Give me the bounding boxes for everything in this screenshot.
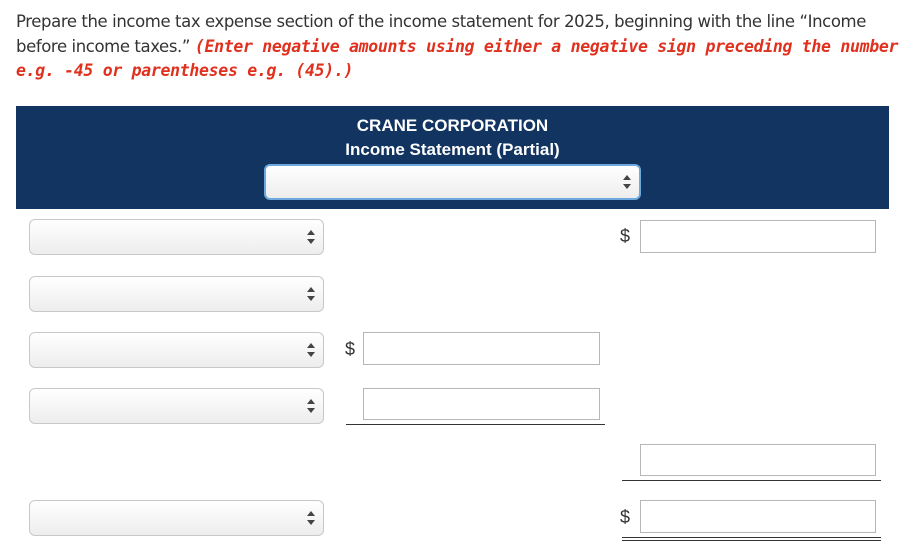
total-underline — [622, 480, 881, 481]
select-arrows-icon — [307, 511, 315, 525]
select-arrows-icon — [307, 343, 315, 357]
double-underline-top — [622, 537, 881, 538]
select-arrows-icon — [307, 287, 315, 301]
statement-title: Income Statement (Partial) — [345, 140, 560, 159]
subtotal-underline — [346, 424, 605, 425]
row-5-label-select[interactable] — [29, 500, 324, 536]
row-2-label-select[interactable] — [29, 276, 324, 312]
period-select[interactable] — [264, 164, 641, 200]
row-5-amount-input[interactable] — [640, 500, 876, 533]
double-underline-bottom — [622, 540, 881, 541]
instruction-note: (Enter negative amounts using either a negative sign preceding the number e.g. -45 or parentheses e.g. (45).) — [16, 36, 899, 80]
row-4-label-select[interactable] — [29, 388, 324, 424]
row-1-label-select[interactable] — [29, 219, 324, 255]
row-3-dollar-sign: $ — [345, 339, 356, 359]
select-arrows-icon — [307, 230, 315, 244]
statement-header — [16, 106, 889, 209]
row-1-amount-input[interactable] — [640, 220, 876, 253]
row-1-dollar-sign: $ — [620, 226, 631, 246]
select-arrows-icon — [307, 399, 315, 413]
row-4-total-input[interactable] — [640, 444, 876, 476]
row-3-label-select[interactable] — [29, 332, 324, 368]
row-3-amount-input[interactable] — [363, 332, 600, 365]
instruction-text: Prepare the income tax expense section of the income statement for 2025, beginning with the line “Income before income taxes.” — [16, 12, 866, 56]
row-4-amount-input[interactable] — [363, 388, 600, 420]
instructions — [16, 10, 911, 84]
company-name: CRANE CORPORATION — [356, 116, 549, 135]
select-arrows-icon — [623, 175, 631, 189]
row-5-dollar-sign: $ — [620, 507, 631, 527]
